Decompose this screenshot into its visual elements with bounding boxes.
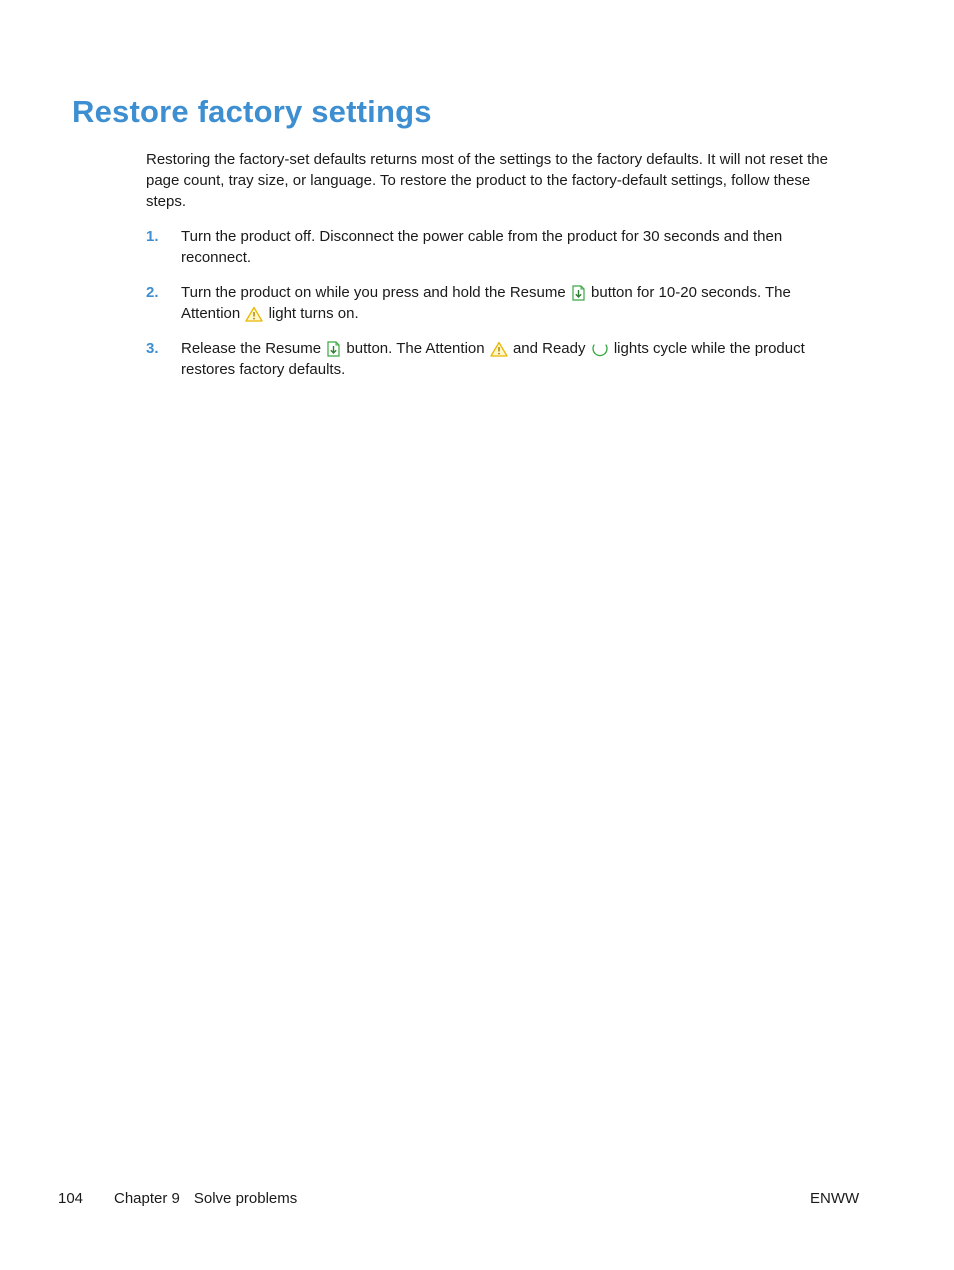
attention-icon bbox=[490, 341, 508, 357]
ready-icon bbox=[591, 341, 609, 357]
step-number: 3. bbox=[146, 340, 159, 357]
step-number: 1. bbox=[146, 228, 159, 245]
intro-paragraph: Restoring the factory-set defaults returns most of the settings to the factory defaults. It will not reset the page count, tray size, or language. To restore the product to the factory-default settings, follow these steps. bbox=[146, 151, 828, 210]
footer-chapter-title: Solve problems bbox=[193, 1190, 298, 1207]
footer-chapter bbox=[114, 1188, 297, 1209]
footer-chapter-label: Chapter 9 bbox=[114, 1190, 180, 1207]
step-text: Release the Resume button. The Attention and Ready lights cycle while the product restores factory defaults. bbox=[181, 340, 805, 378]
footer-page-number: 104 bbox=[58, 1190, 84, 1207]
step-number: 2. bbox=[146, 284, 159, 301]
step-1 bbox=[146, 226, 848, 268]
resume-icon bbox=[571, 285, 586, 301]
page-title: Restore factory settings bbox=[72, 94, 432, 129]
step-text: Turn the product on while you press and hold the Resume button for 10-20 seconds. The Attention light turns on. bbox=[181, 284, 791, 322]
attention-icon bbox=[245, 306, 263, 322]
resume-icon bbox=[326, 341, 341, 357]
step-2 bbox=[146, 282, 848, 324]
step-3 bbox=[146, 338, 848, 380]
footer-right-text: ENWW bbox=[810, 1190, 860, 1207]
step-text: Turn the product off. Disconnect the power cable from the product for 30 seconds and then reconnect. bbox=[181, 228, 783, 266]
